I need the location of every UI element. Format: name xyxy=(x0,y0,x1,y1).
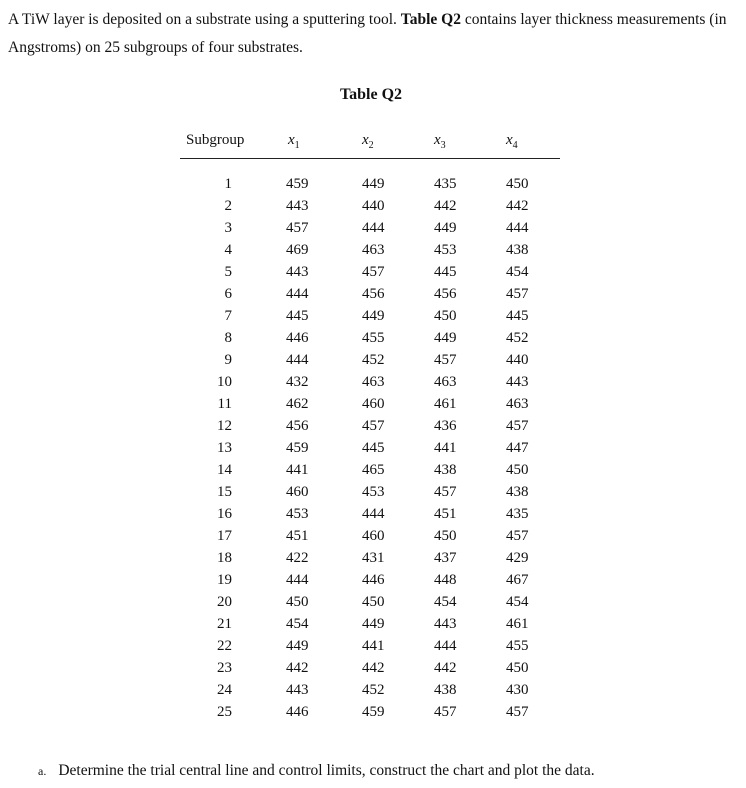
cell-x4: 447 xyxy=(506,440,529,456)
header-x4-var: x xyxy=(506,132,513,148)
cell-x2: 455 xyxy=(362,330,385,346)
header-x3-sub: 3 xyxy=(440,140,446,151)
cell-x3: 450 xyxy=(434,308,457,324)
cell-x2: 457 xyxy=(362,418,385,434)
cell-subgroup: 18 xyxy=(217,550,232,566)
cell-x3: 461 xyxy=(434,396,457,412)
table-row xyxy=(180,547,560,569)
cell-x1: 444 xyxy=(286,286,309,302)
cell-x4: 452 xyxy=(506,330,529,346)
measurement-table xyxy=(180,122,560,723)
table-row xyxy=(180,503,560,525)
cell-x2: 440 xyxy=(362,198,385,214)
table-row xyxy=(180,591,560,613)
cell-x3: 449 xyxy=(434,330,457,346)
cell-subgroup: 1 xyxy=(224,176,232,192)
table-header xyxy=(180,122,560,159)
table-row xyxy=(180,701,560,723)
table-row xyxy=(180,481,560,503)
cell-subgroup: 3 xyxy=(224,220,232,236)
cell-x2: 453 xyxy=(362,484,385,500)
table-row xyxy=(180,459,560,481)
cell-x4: 463 xyxy=(506,396,529,412)
table-caption-text: Table Q2 xyxy=(339,86,403,103)
cell-x2: 459 xyxy=(362,704,385,720)
cell-x3: 445 xyxy=(434,264,457,280)
cell-x4: 429 xyxy=(506,550,529,566)
table-row xyxy=(180,635,560,657)
table-row xyxy=(180,679,560,701)
cell-x3: 457 xyxy=(434,352,457,368)
header-x4-sub: 4 xyxy=(512,140,518,151)
header-x1 xyxy=(288,132,300,151)
cell-x1: 459 xyxy=(286,176,309,192)
cell-x3: 457 xyxy=(434,484,457,500)
cell-x2: 457 xyxy=(362,264,385,280)
cell-x2: 444 xyxy=(362,220,385,236)
cell-x3: 448 xyxy=(434,572,457,588)
cell-x1: 460 xyxy=(286,484,309,500)
cell-x2: 449 xyxy=(362,616,385,632)
cell-x4: 430 xyxy=(506,682,529,698)
table-row xyxy=(180,569,560,591)
table-row xyxy=(180,327,560,349)
cell-x4: 454 xyxy=(506,264,529,280)
cell-subgroup: 21 xyxy=(217,616,232,632)
question-text: Determine the trial central line and control limits, construct the chart and plot the data. xyxy=(58,762,595,779)
cell-x4: 457 xyxy=(506,286,529,302)
cell-x1: 444 xyxy=(286,572,309,588)
header-x1-sub: 1 xyxy=(294,140,300,151)
cell-subgroup: 5 xyxy=(224,264,232,280)
cell-x4: 457 xyxy=(506,418,529,434)
question-a xyxy=(38,762,595,780)
table-row xyxy=(180,173,560,195)
cell-x4: 450 xyxy=(506,462,529,478)
cell-x4: 457 xyxy=(506,704,529,720)
cell-x3: 456 xyxy=(434,286,457,302)
cell-x4: 438 xyxy=(506,242,529,258)
cell-x1: 432 xyxy=(286,374,309,390)
table-row xyxy=(180,283,560,305)
cell-x1: 445 xyxy=(286,308,309,324)
cell-x1: 449 xyxy=(286,638,309,654)
cell-subgroup: 10 xyxy=(217,374,232,390)
cell-x1: 451 xyxy=(286,528,309,544)
cell-subgroup: 16 xyxy=(217,506,232,522)
cell-x4: 455 xyxy=(506,638,529,654)
cell-subgroup: 11 xyxy=(217,396,232,412)
cell-x2: 460 xyxy=(362,396,385,412)
cell-subgroup: 13 xyxy=(217,440,232,456)
table-row xyxy=(180,415,560,437)
cell-x3: 441 xyxy=(434,440,457,456)
cell-x1: 443 xyxy=(286,682,309,698)
cell-x1: 443 xyxy=(286,198,309,214)
cell-subgroup: 17 xyxy=(217,528,232,544)
header-x3 xyxy=(434,132,446,151)
cell-x2: 441 xyxy=(362,638,385,654)
header-subgroup: Subgroup xyxy=(186,132,245,148)
cell-x1: 457 xyxy=(286,220,309,236)
cell-x3: 437 xyxy=(434,550,457,566)
cell-x3: 435 xyxy=(434,176,457,192)
header-x3-var: x xyxy=(434,132,441,148)
cell-x1: 442 xyxy=(286,660,309,676)
cell-x2: 445 xyxy=(362,440,385,456)
cell-x4: 435 xyxy=(506,506,529,522)
cell-x1: 446 xyxy=(286,330,309,346)
table-row xyxy=(180,261,560,283)
table-row xyxy=(180,371,560,393)
cell-x1: 444 xyxy=(286,352,309,368)
cell-subgroup: 6 xyxy=(224,286,232,302)
cell-subgroup: 24 xyxy=(217,682,232,698)
cell-x2: 463 xyxy=(362,242,385,258)
cell-subgroup: 15 xyxy=(217,484,232,500)
cell-x3: 438 xyxy=(434,682,457,698)
cell-x1: 443 xyxy=(286,264,309,280)
cell-subgroup: 19 xyxy=(217,572,232,588)
cell-x4: 467 xyxy=(506,572,529,588)
table-row xyxy=(180,217,560,239)
cell-x4: 443 xyxy=(506,374,529,390)
cell-subgroup: 9 xyxy=(224,352,232,368)
cell-x4: 444 xyxy=(506,220,529,236)
cell-x3: 453 xyxy=(434,242,457,258)
cell-subgroup: 23 xyxy=(217,660,232,676)
cell-x2: 431 xyxy=(362,550,385,566)
cell-x1: 469 xyxy=(286,242,309,258)
table-row xyxy=(180,305,560,327)
cell-subgroup: 7 xyxy=(224,308,232,324)
cell-x2: 446 xyxy=(362,572,385,588)
cell-subgroup: 2 xyxy=(224,198,232,214)
cell-subgroup: 12 xyxy=(217,418,232,434)
cell-x4: 450 xyxy=(506,660,529,676)
cell-subgroup: 8 xyxy=(224,330,232,346)
cell-x3: 449 xyxy=(434,220,457,236)
table-row xyxy=(180,393,560,415)
cell-x3: 463 xyxy=(434,374,457,390)
table-row xyxy=(180,525,560,547)
cell-x4: 438 xyxy=(506,484,529,500)
table-row xyxy=(180,239,560,261)
cell-x2: 442 xyxy=(362,660,385,676)
cell-x4: 450 xyxy=(506,176,529,192)
table-row xyxy=(180,195,560,217)
table-body xyxy=(180,173,560,723)
cell-x3: 436 xyxy=(434,418,457,434)
header-x2-var: x xyxy=(362,132,369,148)
intro-paragraph xyxy=(8,6,738,62)
cell-x1: 462 xyxy=(286,396,309,412)
cell-x1: 441 xyxy=(286,462,309,478)
cell-subgroup: 20 xyxy=(217,594,232,610)
cell-subgroup: 22 xyxy=(217,638,232,654)
cell-subgroup: 4 xyxy=(224,242,232,258)
cell-x4: 442 xyxy=(506,198,529,214)
cell-x1: 453 xyxy=(286,506,309,522)
cell-x2: 450 xyxy=(362,594,385,610)
header-x1-var: x xyxy=(288,132,295,148)
table-row xyxy=(180,657,560,679)
cell-x2: 465 xyxy=(362,462,385,478)
intro-table-ref: Table Q2 xyxy=(400,11,461,28)
intro-text-1: A TiW layer is deposited on a substrate using a sputtering tool. xyxy=(8,11,401,28)
cell-x1: 450 xyxy=(286,594,309,610)
cell-x2: 463 xyxy=(362,374,385,390)
cell-x2: 456 xyxy=(362,286,385,302)
cell-x3: 438 xyxy=(434,462,457,478)
question-marker: a. xyxy=(38,764,47,778)
cell-x4: 440 xyxy=(506,352,529,368)
header-x2 xyxy=(362,132,374,151)
cell-x3: 443 xyxy=(434,616,457,632)
header-x4 xyxy=(506,132,518,151)
cell-x2: 460 xyxy=(362,528,385,544)
cell-x2: 449 xyxy=(362,308,385,324)
cell-x4: 454 xyxy=(506,594,529,610)
cell-subgroup: 25 xyxy=(217,704,232,720)
cell-x4: 461 xyxy=(506,616,529,632)
cell-x3: 444 xyxy=(434,638,457,654)
cell-x3: 442 xyxy=(434,660,457,676)
header-x2-sub: 2 xyxy=(368,140,374,151)
cell-x1: 459 xyxy=(286,440,309,456)
cell-x2: 452 xyxy=(362,682,385,698)
table-caption xyxy=(0,86,746,104)
cell-x3: 454 xyxy=(434,594,457,610)
intro-text-2: contains layer thickness measurements (in Angstroms) on 25 subgroups of four substrates. xyxy=(8,11,727,56)
cell-x3: 442 xyxy=(434,198,457,214)
table-row xyxy=(180,613,560,635)
table-row xyxy=(180,349,560,371)
cell-x1: 456 xyxy=(286,418,309,434)
table-row xyxy=(180,437,560,459)
cell-x3: 457 xyxy=(434,704,457,720)
cell-x3: 451 xyxy=(434,506,457,522)
cell-x2: 452 xyxy=(362,352,385,368)
cell-subgroup: 14 xyxy=(217,462,232,478)
cell-x2: 444 xyxy=(362,506,385,522)
cell-x1: 454 xyxy=(286,616,309,632)
cell-x2: 449 xyxy=(362,176,385,192)
cell-x4: 457 xyxy=(506,528,529,544)
cell-x3: 450 xyxy=(434,528,457,544)
cell-x1: 446 xyxy=(286,704,309,720)
cell-x1: 422 xyxy=(286,550,309,566)
cell-x4: 445 xyxy=(506,308,529,324)
